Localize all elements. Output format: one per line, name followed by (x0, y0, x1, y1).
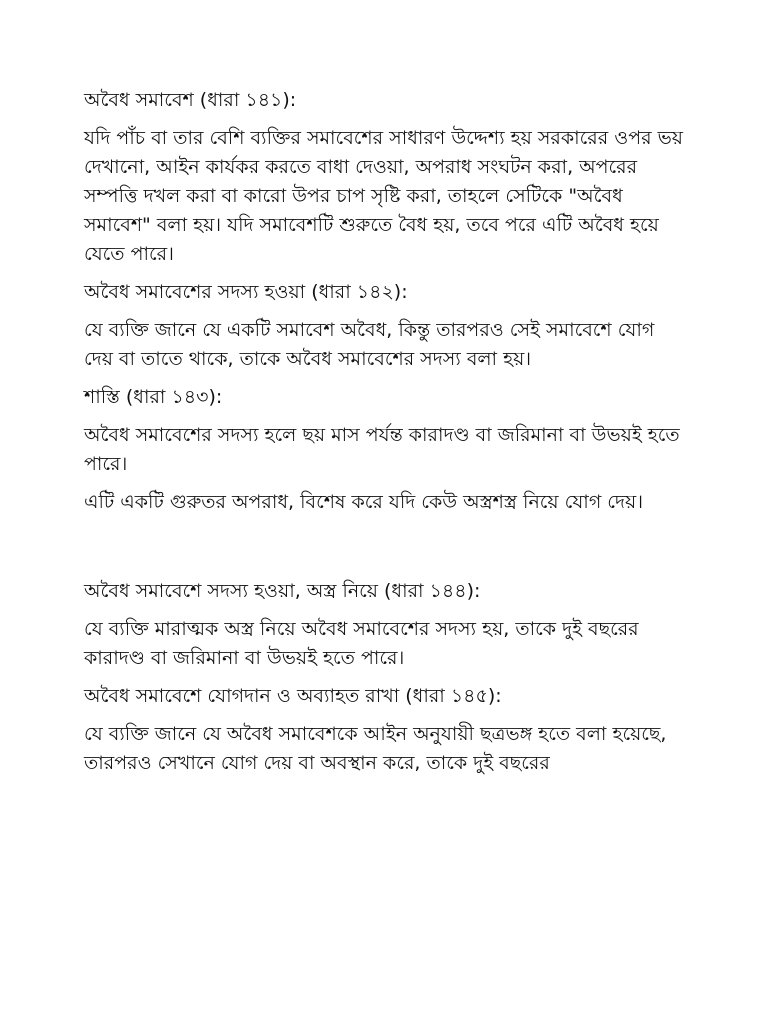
paragraph-serious-offence: এটি একটি গুরুতর অপরাধ, বিশেষ করে যদি কেউ অস্ত্রশস্ত্র নিয়ে যোগ দেয়। (84, 491, 643, 513)
section-heading-143: শাস্তি (ধারা ১৪৩): (84, 386, 223, 408)
paragraph-member-of-assembly: যে ব্যক্তি জানে যে একটি সমাবেশ অবৈধ, কিন্তু তারপরও সেই সমাবেশে যোগ দেয় বা তাতে থাকে, তাকে অবৈধ সমাবেশের সদস্য বলা হয়। (84, 319, 655, 370)
section-heading-145: অবৈধ সমাবেশে যোগদান ও অব্যাহত রাখা (ধারা ১৪৫): (84, 685, 502, 707)
paragraph-punishment: অবৈধ সমাবেশের সদস্য হলে ছয় মাস পর্যন্ত কারাদণ্ড বা জরিমানা বা উভয়ই হতে পারে। (84, 424, 680, 475)
section-heading-142: অবৈধ সমাবেশের সদস্য হওয়া (ধারা ১৪২): (84, 281, 408, 303)
blank-spacer (84, 526, 684, 577)
section-heading-141: অবৈধ সমাবেশ (ধারা ১৪১): (84, 89, 297, 111)
paragraph-unlawful-assembly-definition: যদি পাঁচ বা তার বেশি ব্যক্তির সমাবেশের সাধারণ উদ্দেশ্য হয় সরকারের ওপর ভয় দেখানো, আইন কার্যকর করতে বাধা দেওয়া, অপরাধ সংঘটন করা, অপরের সম্পত্তি দখল করা বা কারো উপর চাপ সৃষ্টি করা, তাহলে সেটিকে "অবৈধ সমাবেশ" বলা হয়। যদি সমাবেশটি শুরুতে বৈধ হয়, তবে পরে এটি অবৈধ হয়ে যেতে পারে। (84, 127, 683, 265)
paragraph-armed-member: যে ব্যক্তি মারাত্মক অস্ত্র নিয়ে অবৈধ সমাবেশের সদস্য হয়, তাকে দুই বছরের কারাদণ্ড বা জরিমানা বা উভয়ই হতে পারে। (84, 618, 639, 669)
section-heading-144: অবৈধ সমাবেশে সদস্য হওয়া, অস্ত্র নিয়ে (ধারা ১৪৪): (84, 580, 481, 602)
paragraph-continuing-assembly: যে ব্যক্তি জানে যে অবৈধ সমাবেশকে আইন অনুযায়ী ছত্রভঙ্গ হতে বলা হয়েছে, তারপরও সেখানে যোগ দেয় বা অবস্থান করে, তাকে দুই বছরের (84, 723, 667, 774)
document-page (84, 86, 684, 787)
